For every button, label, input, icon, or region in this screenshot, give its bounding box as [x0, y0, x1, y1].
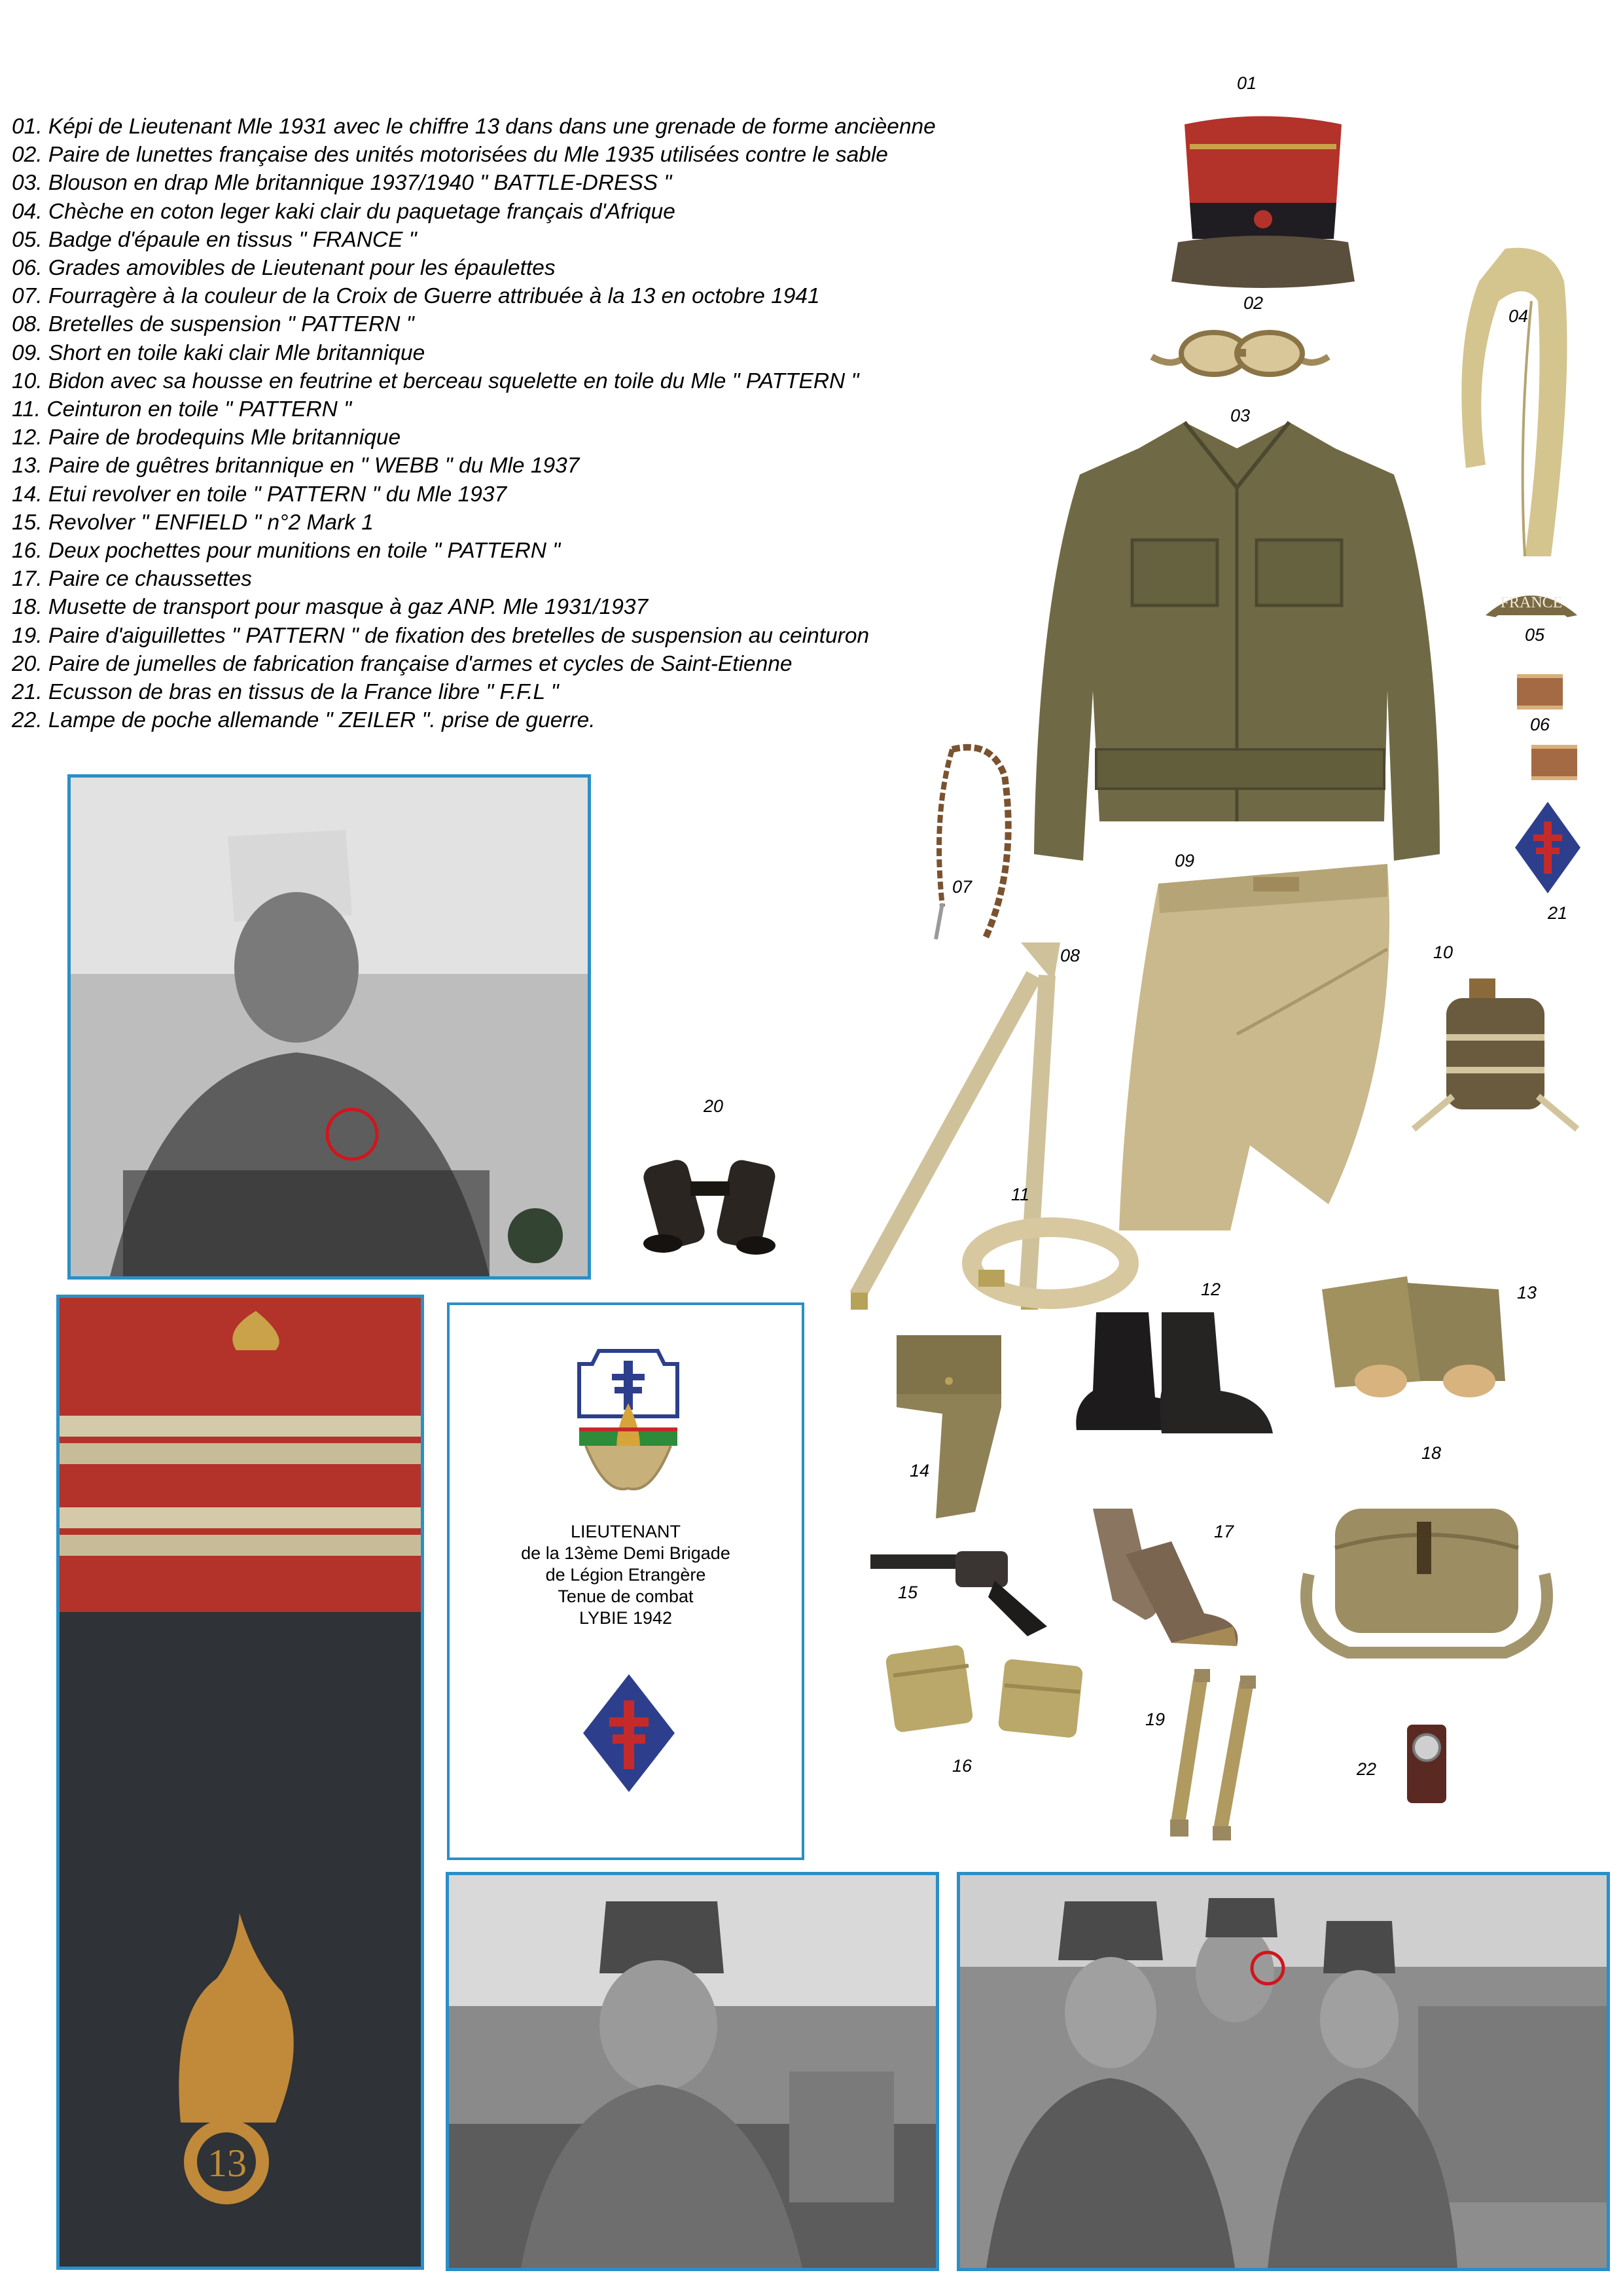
label-06: 06	[1530, 715, 1550, 734]
photo-bearded-officer	[67, 774, 591, 1280]
photo-bearded-officer-image	[71, 778, 588, 1276]
label-07: 07	[952, 877, 972, 897]
label-08: 08	[1060, 946, 1080, 965]
legend-item: 19. Paire d'aiguillettes " PATTERN " de fixation des bretelles de suspension au ceinturon	[12, 623, 870, 648]
ffl-emblem	[580, 1672, 677, 1795]
label-14: 14	[910, 1461, 930, 1480]
label-16: 16	[952, 1756, 972, 1776]
photo-smiling-officer-image	[449, 1875, 936, 2268]
label-09: 09	[1175, 851, 1195, 870]
legend-item: 13. Paire de guêtres britannique en " WEBB " du Mle 1937	[12, 454, 580, 478]
legend-item: 17. Paire ce chaussettes	[12, 567, 252, 592]
binoculars-image	[625, 1136, 795, 1260]
ffl-patch-image	[1512, 798, 1584, 897]
photo-group-soldiers	[957, 1872, 1610, 2271]
caption-line-3: de Légion Etrangère	[545, 1565, 706, 1585]
legend-item: 11. Ceinturon en toile " PATTERN "	[12, 397, 352, 422]
shorts-image	[1113, 838, 1400, 1250]
legend-item: 22. Lampe de poche allemande " ZEILER ". prise de guerre.	[12, 708, 596, 733]
caption-line-1: LIEUTENANT	[570, 1522, 681, 1541]
caption-line-2: de la 13ème Demi Brigade	[521, 1543, 730, 1563]
label-12: 12	[1201, 1280, 1221, 1299]
label-10: 10	[1433, 942, 1454, 962]
belt-image	[962, 1211, 1139, 1309]
photo-insignia-image	[60, 1298, 421, 2267]
label-03: 03	[1230, 406, 1251, 425]
legend-item: 14. Etui revolver en toile " PATTERN " du Mle 1937	[12, 482, 507, 507]
caption-text	[450, 1521, 802, 1629]
legend-item: 07. Fourragère à la couleur de la Croix de Guerre attribuée à la 13 en octobre 1941	[12, 284, 820, 309]
gaiters-image	[1309, 1270, 1518, 1401]
legend-item: 02. Paire de lunettes française des unités motorisées du Mle 1935 utilisées contre le sable	[12, 143, 888, 168]
goggles-image	[1149, 317, 1332, 389]
france-badge-text: FRANCE	[1500, 594, 1563, 611]
label-17: 17	[1214, 1522, 1234, 1541]
legend-item: 08. Bretelles de suspension " PATTERN "	[12, 312, 414, 337]
legend-item: 01. Képi de Lieutenant Mle 1931 avec le chiffre 13 dans dans une grenade de forme ancièenne	[12, 115, 936, 139]
france-badge	[1482, 579, 1580, 619]
photo-group-soldiers-image	[960, 1875, 1607, 2268]
rank-tab-2	[1531, 745, 1577, 780]
legend-item: 12. Paire de brodequins Mle britannique	[12, 425, 401, 450]
boots-image	[1063, 1299, 1279, 1443]
rank-tab-1	[1517, 674, 1563, 709]
label-21: 21	[1548, 903, 1568, 923]
legend-list	[12, 113, 1085, 734]
label-19: 19	[1145, 1710, 1166, 1729]
label-04: 04	[1508, 306, 1529, 326]
revolver-image	[864, 1541, 1060, 1640]
aiguillettes-image	[1158, 1666, 1263, 1842]
holster-image	[890, 1329, 1008, 1525]
photo-insignia-closeup	[56, 1295, 424, 2270]
caption-line-5: LYBIE 1942	[579, 1608, 673, 1628]
legend-item: 18. Musette de transport pour masque à gaz ANP. Mle 1931/1937	[12, 595, 649, 620]
legend-item: 09. Short en toile kaki clair Mle britannique	[12, 340, 425, 365]
legend-item: 21. Ecusson de bras en tissus de la France libre " F.F.L "	[12, 680, 559, 705]
label-15: 15	[898, 1583, 918, 1602]
label-01: 01	[1237, 73, 1257, 93]
fourragere-image	[913, 736, 1024, 952]
legend-item: 03. Blouson en drap Mle britannique 1937/1940 " BATTLE-DRESS "	[12, 171, 672, 196]
label-22: 22	[1357, 1759, 1377, 1779]
legend-item: 16. Deux pochettes pour munitions en toile " PATTERN "	[12, 539, 561, 564]
legend-item: 20. Paire de jumelles de fabrication française d'armes et cycles de Saint-Etienne	[12, 651, 793, 676]
caption-line-4: Tenue de combat	[558, 1587, 694, 1606]
legend-item: 05. Badge d'épaule en tissus " FRANCE "	[12, 227, 417, 252]
legend-item: 04. Chèche en coton leger kaki clair du paquetage français d'Afrique	[12, 199, 675, 224]
label-20: 20	[704, 1096, 724, 1116]
legend-item: 15. Revolver " ENFIELD " n°2 Mark 1	[12, 510, 374, 535]
flashlight-image	[1397, 1712, 1456, 1810]
legend-item: 06. Grades amovibles de Lieutenant pour les épaulettes	[12, 256, 556, 281]
regiment-crest	[566, 1338, 690, 1501]
insignia-number: 13	[207, 2142, 247, 2185]
battledress-image	[1021, 409, 1453, 880]
photo-smiling-officer	[446, 1872, 939, 2271]
label-18: 18	[1421, 1443, 1442, 1463]
label-11: 11	[1011, 1185, 1030, 1204]
water-bottle-image	[1400, 965, 1584, 1149]
legend-item: 10. Bidon avec sa housse en feutrine et berceau squelette en toile du Mle " PATTERN "	[12, 368, 859, 393]
caption-card	[447, 1302, 804, 1860]
label-02: 02	[1243, 293, 1264, 313]
kepi-image	[1165, 105, 1361, 295]
ammo-pouches-image	[877, 1636, 1093, 1748]
socks-image	[1060, 1496, 1257, 1659]
label-05: 05	[1525, 625, 1545, 645]
scarf-image	[1453, 242, 1584, 569]
gasmask-bag-image	[1289, 1482, 1564, 1659]
label-13: 13	[1517, 1283, 1537, 1302]
